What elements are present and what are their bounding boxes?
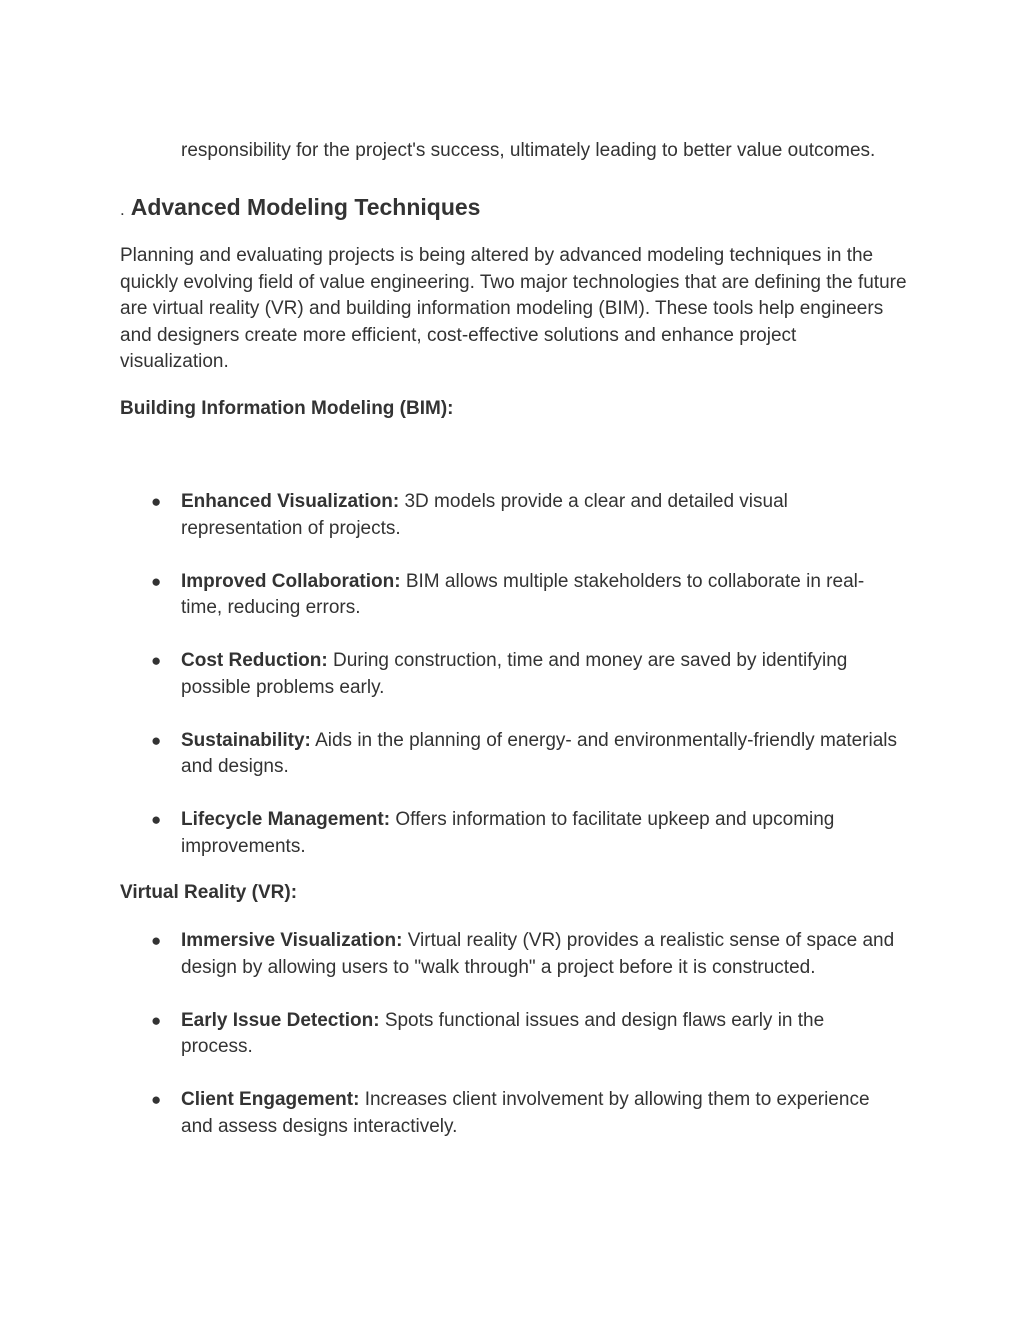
vr-heading: Virtual Reality (VR): xyxy=(120,882,298,903)
bullet-icon: ● xyxy=(151,931,162,950)
bim-list-item xyxy=(0,807,901,860)
bim-list-item xyxy=(0,728,901,781)
vr-list-item xyxy=(0,928,901,981)
vr-bullet-list xyxy=(0,928,1024,1167)
bullet-icon: ● xyxy=(151,1010,162,1030)
intro-paragraph: Planning and evaluating projects is being altered by advanced modeling techniques in the quickly evolving field of value engineering. Two major technologies that are defining the future are virtual reality (VR) and building information modeling (BIM). These tools help engineers and designers create more efficient, cost-effective solutions and enhance project visualization. xyxy=(120,245,907,372)
vr-list-item xyxy=(0,1008,901,1061)
bullet-term: Sustainability: xyxy=(181,729,311,751)
section-heading xyxy=(120,192,480,225)
bullet-term: Immersive Visualization: xyxy=(181,930,403,951)
vr-list-item xyxy=(0,1087,901,1140)
bullet-icon: ● xyxy=(151,730,162,750)
bullet-text: Offers information to facilitate upkeep and upcoming improvements. xyxy=(181,809,835,857)
section-heading-prefix: . xyxy=(120,200,125,219)
bim-heading: Building Information Modeling (BIM): xyxy=(120,398,454,419)
bullet-term: Lifecycle Management: xyxy=(181,809,391,830)
bullet-icon: ● xyxy=(151,651,162,670)
bullet-text: Aids in the planning of energy- and environmentally-friendly materials and designs. xyxy=(181,729,898,777)
bullet-term: Early Issue Detection: xyxy=(181,1009,380,1031)
bim-list-item xyxy=(0,569,901,622)
bullet-term: Enhanced Visualization: xyxy=(181,491,400,512)
bullet-icon: ● xyxy=(151,1090,162,1109)
bullet-text: 3D models provide a clear and detailed visual representation of projects. xyxy=(181,491,788,539)
bullet-text: Virtual reality (VR) provides a realistic sense of space and design by allowing users to "walk through" a project before it is constructed. xyxy=(181,930,895,978)
bim-bullet-list xyxy=(0,489,1024,887)
bim-list-item xyxy=(0,648,901,701)
bullet-icon: ● xyxy=(151,571,162,591)
bullet-text: Spots functional issues and design flaws early in the process. xyxy=(181,1009,825,1057)
bullet-term: Improved Collaboration: xyxy=(181,570,401,592)
bullet-icon: ● xyxy=(151,492,162,511)
bullet-text: BIM allows multiple stakeholders to collaborate in real-time, reducing errors. xyxy=(181,570,865,618)
section-heading-title: Advanced Modeling Techniques xyxy=(130,194,481,220)
bullet-term: Client Engagement: xyxy=(181,1089,360,1110)
bullet-icon: ● xyxy=(151,810,162,829)
bullet-text: Increases client involvement by allowing them to experience and assess designs interactively. xyxy=(181,1089,870,1137)
bullet-term: Cost Reduction: xyxy=(181,650,328,671)
continued-paragraph: responsibility for the project's success, ultimately leading to better value outcomes. xyxy=(181,140,876,161)
bim-list-item xyxy=(0,489,901,542)
bullet-text: During construction, time and money are saved by identifying possible problems early. xyxy=(181,650,848,698)
